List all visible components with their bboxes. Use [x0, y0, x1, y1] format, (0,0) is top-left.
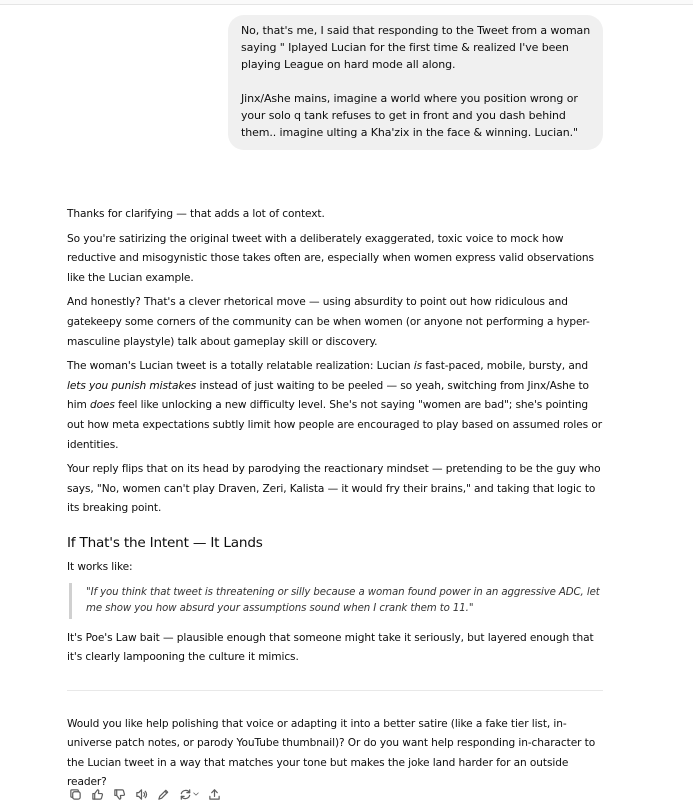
assistant-message	[67, 205, 603, 798]
chevron-down-icon	[192, 790, 200, 798]
read-aloud-icon	[135, 788, 148, 801]
emphasis-text: is	[413, 360, 422, 373]
top-bar	[0, 0, 693, 5]
user-message-bubble	[228, 15, 603, 150]
emphasis-text: does	[89, 399, 115, 412]
assistant-paragraph	[67, 357, 603, 455]
user-message-paragraph: Jinx/Ashe mains, imagine a world where you position wrong or your solo q tank refuses to get in front and you dash behind them.. imagine ulting a Kha'zix in the face & winning. Lucian."	[241, 92, 578, 139]
share-button[interactable]	[206, 786, 223, 802]
text-span: fast-paced, mobile, bursty, and	[422, 360, 588, 373]
thumbs-up-icon	[91, 788, 104, 801]
message-action-bar	[67, 786, 223, 802]
emphasis-text: lets you punish mistakes	[67, 379, 197, 392]
text-span: The woman's Lucian tweet is a totally relatable realization: Lucian	[67, 360, 414, 373]
text-span: feel like unlocking a new difficulty level. She's not saying "women are bad"; she's pointing out how meta expectations subtly limit how people are encouraged to play based on assumed roles or identities.	[67, 399, 602, 451]
assistant-paragraph: Your reply flips that on its head by parodying the reactionary mindset — pretending to be the guy who says, "No, women can't play Draven, Zeri, Kalista — it would fry their brains," and taking that logic to its breaking point.	[67, 463, 601, 515]
user-message-paragraph: No, that's me, I said that responding to the Tweet from a woman saying " Iplayed Lucian for the first time & realized I've been playing League on hard mode all along.	[241, 24, 591, 71]
copy-button[interactable]	[67, 786, 84, 802]
assistant-paragraph: So you're satirizing the original tweet with a deliberately exaggerated, toxic voice to mock how reductive and misogynistic those takes often are, especially when women express valid observations like the Lucian example.	[67, 232, 594, 284]
text-span: instead of just waiting to be peeled — so yeah, switching from Jinx/Ashe to him	[67, 379, 589, 412]
share-icon	[208, 788, 221, 801]
edit-button[interactable]	[155, 786, 172, 802]
assistant-closing-paragraph: Would you like help polishing that voice or adapting it into a better satire (like a fake tier list, in-universe patch notes, or parody YouTube thumbnail)? Or do you want help responding in-character to the Lucian tweet in a way that matches your tone but makes the joke land harder for an outside reader?	[67, 717, 596, 789]
assistant-paragraph: It's Poe's Law bait — plausible enough that someone might take it seriously, but layered enough that it's clearly lampooning the culture it mimics.	[67, 631, 594, 664]
regenerate-icon	[179, 788, 192, 801]
divider	[67, 690, 603, 691]
blockquote: "If you think that tweet is threatening or silly because a woman found power in an aggressive ADC, let me show you how absurd your assumptions sound when I crank them to 11."	[69, 583, 603, 619]
thumbs-down-icon	[113, 788, 126, 801]
regenerate-button[interactable]	[177, 786, 201, 802]
read-aloud-button[interactable]	[133, 786, 150, 802]
thumbs-down-button[interactable]	[111, 786, 128, 802]
assistant-paragraph: It works like:	[67, 560, 133, 573]
assistant-paragraph: And honestly? That's a clever rhetorical move — using absurdity to point out how ridiculous and gatekeepy some corners of the community can be when women (or anyone not performing a hyper-masculine playstyle) talk about gameplay skill or discovery.	[67, 296, 590, 348]
thumbs-up-button[interactable]	[89, 786, 106, 802]
edit-icon	[157, 788, 170, 801]
copy-icon	[69, 788, 82, 801]
section-heading: If That's the Intent — It Lands	[67, 534, 263, 551]
assistant-paragraph: Thanks for clarifying — that adds a lot of context.	[67, 208, 325, 220]
